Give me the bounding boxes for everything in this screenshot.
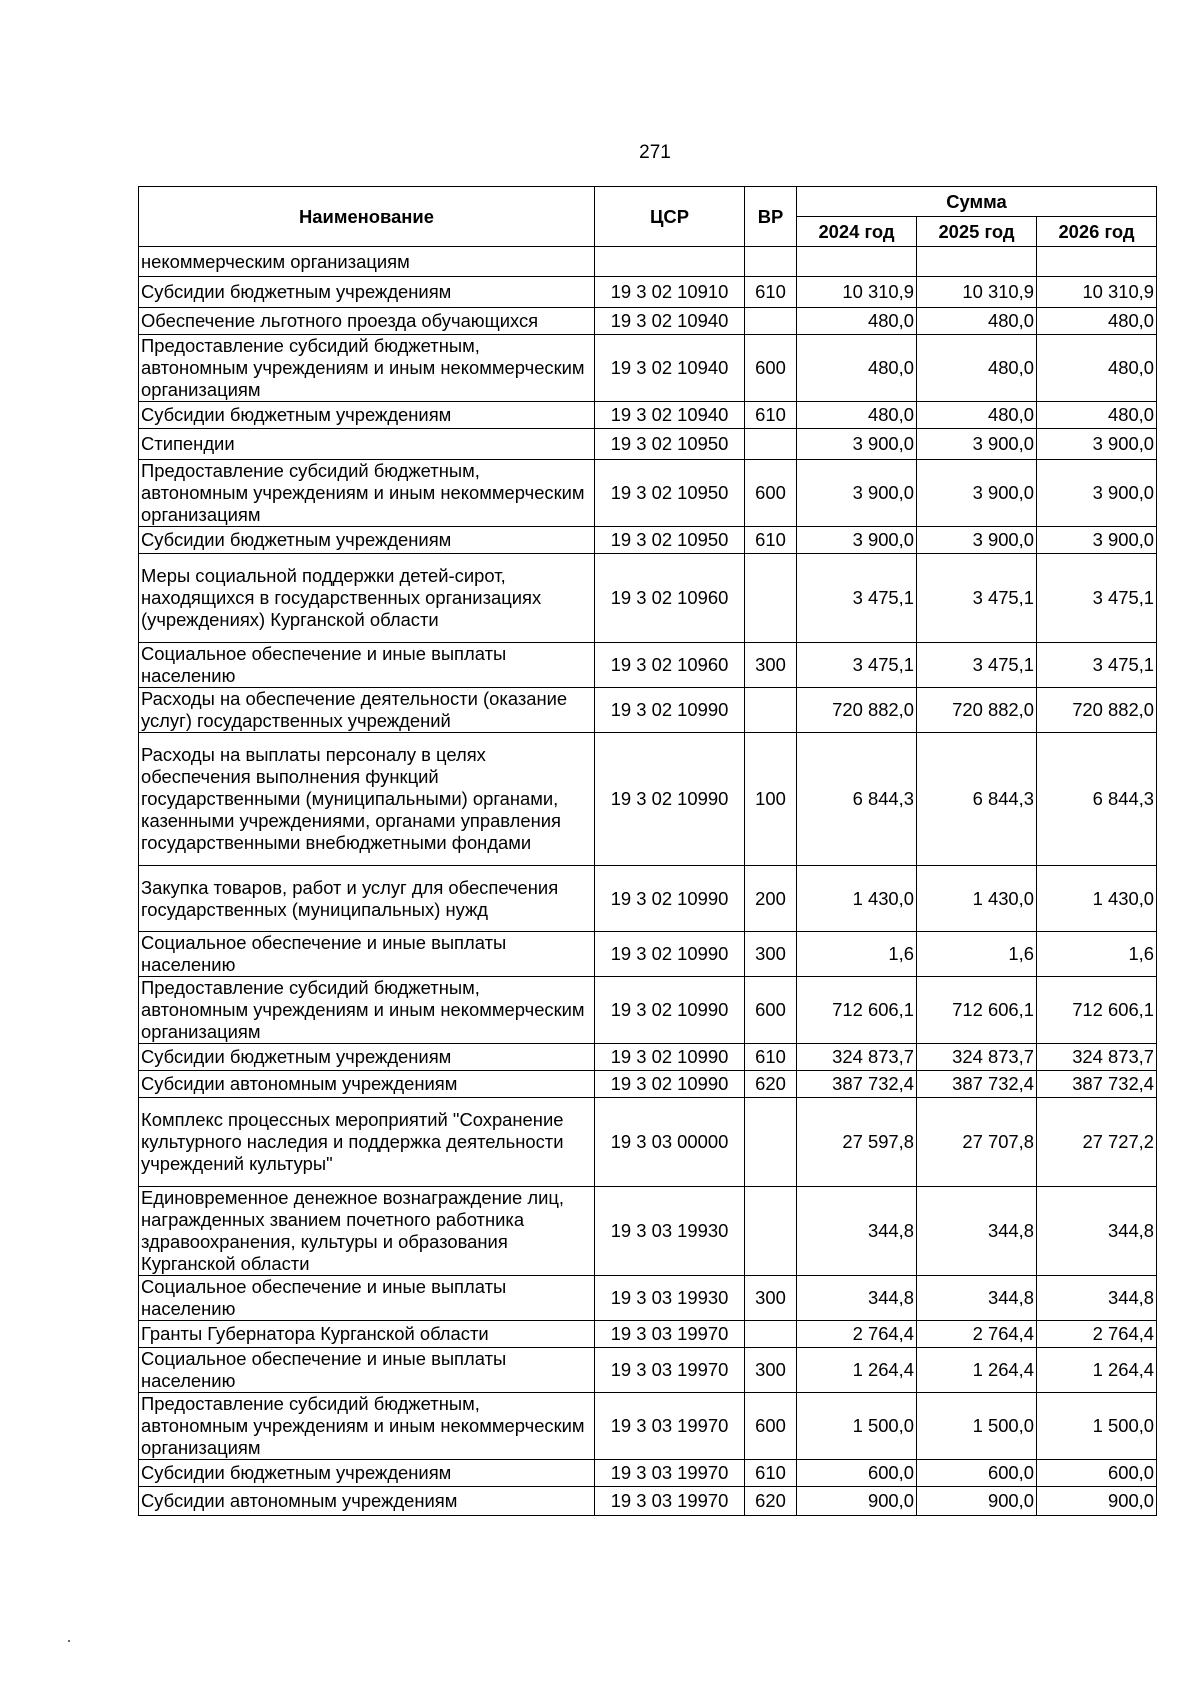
row-amount-2025: 1 264,4 <box>917 1348 1037 1393</box>
row-amount-2024: 6 844,3 <box>797 733 917 866</box>
row-vr: 600 <box>745 460 797 527</box>
row-amount-2026: 1 264,4 <box>1037 1348 1157 1393</box>
row-csr: 19 3 02 10990 <box>595 977 745 1044</box>
table-row <box>139 1321 1157 1348</box>
row-amount-2024: 3 475,1 <box>797 554 917 643</box>
header-sum: Сумма <box>797 187 1157 217</box>
row-name: Социальное обеспечение и иные выплаты населению <box>139 643 595 688</box>
table-row <box>139 1276 1157 1321</box>
row-amount-2026: 3 475,1 <box>1037 643 1157 688</box>
row-amount-2024: 3 900,0 <box>797 429 917 460</box>
row-amount-2024: 1 430,0 <box>797 866 917 932</box>
row-amount-2026: 3 900,0 <box>1037 460 1157 527</box>
row-vr: 620 <box>745 1071 797 1098</box>
row-amount-2025: 720 882,0 <box>917 688 1037 733</box>
row-vr: 610 <box>745 1460 797 1487</box>
table-row <box>139 643 1157 688</box>
row-name: Предоставление субсидий бюджетным, автономным учреждениям и иным некоммерческим организациям <box>139 460 595 527</box>
row-vr: 100 <box>745 733 797 866</box>
row-csr: 19 3 02 10950 <box>595 460 745 527</box>
scan-speck <box>68 1640 70 1642</box>
row-amount-2025: 1 430,0 <box>917 866 1037 932</box>
row-amount-2026: 600,0 <box>1037 1460 1157 1487</box>
row-csr: 19 3 03 19970 <box>595 1460 745 1487</box>
table-row <box>139 733 1157 866</box>
table-row <box>139 1071 1157 1098</box>
header-vr: ВР <box>745 187 797 247</box>
row-amount-2026: 387 732,4 <box>1037 1071 1157 1098</box>
row-name: Субсидии бюджетным учреждениям <box>139 1044 595 1071</box>
row-csr: 19 3 02 10990 <box>595 1071 745 1098</box>
row-amount-2024: 2 764,4 <box>797 1321 917 1348</box>
row-vr <box>745 1187 797 1276</box>
budget-table <box>138 186 1157 1516</box>
table-row <box>139 1487 1157 1516</box>
row-amount-2025: 480,0 <box>917 308 1037 335</box>
table-row <box>139 277 1157 308</box>
row-name: Социальное обеспечение и иные выплаты населению <box>139 932 595 977</box>
row-vr <box>745 554 797 643</box>
row-name: Субсидии бюджетным учреждениям <box>139 402 595 429</box>
row-amount-2025: 1 500,0 <box>917 1393 1037 1460</box>
row-csr: 19 3 03 19970 <box>595 1487 745 1516</box>
row-name: Социальное обеспечение и иные выплаты населению <box>139 1348 595 1393</box>
row-name: Гранты Губернатора Курганской области <box>139 1321 595 1348</box>
row-vr: 610 <box>745 402 797 429</box>
row-name: Предоставление субсидий бюджетным, автономным учреждениям и иным некоммерческим организациям <box>139 977 595 1044</box>
row-vr <box>745 1321 797 1348</box>
row-amount-2025: 3 475,1 <box>917 554 1037 643</box>
row-amount-2026: 3 900,0 <box>1037 429 1157 460</box>
row-csr: 19 3 03 00000 <box>595 1098 745 1187</box>
row-vr: 600 <box>745 1393 797 1460</box>
row-csr <box>595 247 745 277</box>
table-row <box>139 688 1157 733</box>
row-amount-2024: 27 597,8 <box>797 1098 917 1187</box>
header-2025: 2025 год <box>917 217 1037 247</box>
row-amount-2025: 3 900,0 <box>917 429 1037 460</box>
row-amount-2026: 1 500,0 <box>1037 1393 1157 1460</box>
row-amount-2025: 2 764,4 <box>917 1321 1037 1348</box>
row-csr: 19 3 02 10950 <box>595 527 745 554</box>
row-amount-2026: 10 310,9 <box>1037 277 1157 308</box>
row-amount-2025: 387 732,4 <box>917 1071 1037 1098</box>
table-row <box>139 527 1157 554</box>
row-vr: 620 <box>745 1487 797 1516</box>
row-amount-2026: 1 430,0 <box>1037 866 1157 932</box>
row-amount-2026: 344,8 <box>1037 1187 1157 1276</box>
row-vr <box>745 688 797 733</box>
row-csr: 19 3 02 10990 <box>595 932 745 977</box>
row-amount-2026: 480,0 <box>1037 308 1157 335</box>
row-csr: 19 3 02 10910 <box>595 277 745 308</box>
row-amount-2025: 10 310,9 <box>917 277 1037 308</box>
row-amount-2024: 1 264,4 <box>797 1348 917 1393</box>
row-name: Предоставление субсидий бюджетным, автономным учреждениям и иным некоммерческим организациям <box>139 1393 595 1460</box>
row-amount-2024: 900,0 <box>797 1487 917 1516</box>
row-vr: 200 <box>745 866 797 932</box>
row-vr: 300 <box>745 643 797 688</box>
row-vr: 610 <box>745 1044 797 1071</box>
row-amount-2025: 3 900,0 <box>917 460 1037 527</box>
row-csr: 19 3 03 19970 <box>595 1393 745 1460</box>
row-amount-2025: 712 606,1 <box>917 977 1037 1044</box>
row-amount-2024: 480,0 <box>797 402 917 429</box>
row-amount-2024: 3 475,1 <box>797 643 917 688</box>
table-body <box>139 247 1157 1516</box>
table-row <box>139 247 1157 277</box>
table-row <box>139 308 1157 335</box>
row-name: Стипендии <box>139 429 595 460</box>
row-amount-2026: 6 844,3 <box>1037 733 1157 866</box>
header-2026: 2026 год <box>1037 217 1157 247</box>
row-name: Единовременное денежное вознаграждение лиц, награжденных званием почетного работника здравоохранения, культуры и образования Курганской области <box>139 1187 595 1276</box>
row-amount-2025: 1,6 <box>917 932 1037 977</box>
row-amount-2026: 1,6 <box>1037 932 1157 977</box>
table-row <box>139 460 1157 527</box>
row-amount-2026: 3 475,1 <box>1037 554 1157 643</box>
header-csr: ЦСР <box>595 187 745 247</box>
row-csr: 19 3 02 10990 <box>595 688 745 733</box>
table-row <box>139 1187 1157 1276</box>
row-name: Расходы на выплаты персоналу в целях обеспечения выполнения функций государственными (муниципальными) органами, казенными учреждениями, органами управления государственными внебюджетными фондами <box>139 733 595 866</box>
table-row <box>139 932 1157 977</box>
row-amount-2026 <box>1037 247 1157 277</box>
row-csr: 19 3 02 10940 <box>595 308 745 335</box>
row-amount-2025: 324 873,7 <box>917 1044 1037 1071</box>
row-csr: 19 3 02 10940 <box>595 335 745 402</box>
row-amount-2024: 1,6 <box>797 932 917 977</box>
row-amount-2024: 1 500,0 <box>797 1393 917 1460</box>
row-amount-2024: 10 310,9 <box>797 277 917 308</box>
row-amount-2025: 480,0 <box>917 335 1037 402</box>
table-row <box>139 1393 1157 1460</box>
row-vr: 300 <box>745 932 797 977</box>
row-amount-2024: 344,8 <box>797 1187 917 1276</box>
row-csr: 19 3 03 19930 <box>595 1187 745 1276</box>
row-amount-2026: 3 900,0 <box>1037 527 1157 554</box>
row-amount-2026: 344,8 <box>1037 1276 1157 1321</box>
row-amount-2024: 600,0 <box>797 1460 917 1487</box>
row-name: Предоставление субсидий бюджетным, автономным учреждениям и иным некоммерческим организациям <box>139 335 595 402</box>
table-row <box>139 1098 1157 1187</box>
header-name: Наименование <box>139 187 595 247</box>
row-amount-2025: 3 475,1 <box>917 643 1037 688</box>
row-amount-2025: 3 900,0 <box>917 527 1037 554</box>
row-amount-2025: 600,0 <box>917 1460 1037 1487</box>
row-vr: 300 <box>745 1348 797 1393</box>
row-amount-2025: 900,0 <box>917 1487 1037 1516</box>
row-amount-2025: 27 707,8 <box>917 1098 1037 1187</box>
row-name: Субсидии бюджетным учреждениям <box>139 527 595 554</box>
table-row <box>139 977 1157 1044</box>
row-amount-2024: 344,8 <box>797 1276 917 1321</box>
row-vr <box>745 308 797 335</box>
row-name: Обеспечение льготного проезда обучающихся <box>139 308 595 335</box>
row-csr: 19 3 02 10940 <box>595 402 745 429</box>
row-vr: 610 <box>745 277 797 308</box>
row-amount-2024: 324 873,7 <box>797 1044 917 1071</box>
row-amount-2024: 712 606,1 <box>797 977 917 1044</box>
row-name: Субсидии бюджетным учреждениям <box>139 277 595 308</box>
row-csr: 19 3 03 19930 <box>595 1276 745 1321</box>
row-amount-2026: 2 764,4 <box>1037 1321 1157 1348</box>
row-name: Социальное обеспечение и иные выплаты населению <box>139 1276 595 1321</box>
table-row <box>139 554 1157 643</box>
row-vr <box>745 1098 797 1187</box>
row-csr: 19 3 02 10950 <box>595 429 745 460</box>
table-row <box>139 1460 1157 1487</box>
row-vr: 600 <box>745 977 797 1044</box>
table-row <box>139 1348 1157 1393</box>
row-vr: 610 <box>745 527 797 554</box>
row-name: Расходы на обеспечение деятельности (оказание услуг) государственных учреждений <box>139 688 595 733</box>
row-name: Субсидии автономным учреждениям <box>139 1071 595 1098</box>
row-csr: 19 3 02 10960 <box>595 554 745 643</box>
row-amount-2024: 480,0 <box>797 308 917 335</box>
row-amount-2026: 900,0 <box>1037 1487 1157 1516</box>
header-2024: 2024 год <box>797 217 917 247</box>
row-amount-2026: 27 727,2 <box>1037 1098 1157 1187</box>
row-csr: 19 3 03 19970 <box>595 1348 745 1393</box>
row-amount-2024 <box>797 247 917 277</box>
row-name: Закупка товаров, работ и услуг для обеспечения государственных (муниципальных) нужд <box>139 866 595 932</box>
page-number: 271 <box>639 142 671 163</box>
row-amount-2025: 6 844,3 <box>917 733 1037 866</box>
row-amount-2025 <box>917 247 1037 277</box>
row-csr: 19 3 02 10990 <box>595 866 745 932</box>
row-amount-2026: 480,0 <box>1037 335 1157 402</box>
row-amount-2026: 480,0 <box>1037 402 1157 429</box>
row-csr: 19 3 02 10990 <box>595 733 745 866</box>
row-csr: 19 3 03 19970 <box>595 1321 745 1348</box>
table-row <box>139 402 1157 429</box>
row-amount-2024: 3 900,0 <box>797 460 917 527</box>
row-amount-2026: 712 606,1 <box>1037 977 1157 1044</box>
row-amount-2025: 480,0 <box>917 402 1037 429</box>
row-name: Комплекс процессных мероприятий "Сохранение культурного наследия и поддержка деятельности учреждений культуры" <box>139 1098 595 1187</box>
row-name: Меры социальной поддержки детей-сирот, находящихся в государственных организациях (учреждениях) Курганской области <box>139 554 595 643</box>
table-row <box>139 335 1157 402</box>
table-row <box>139 429 1157 460</box>
row-amount-2024: 720 882,0 <box>797 688 917 733</box>
row-vr <box>745 247 797 277</box>
row-amount-2025: 344,8 <box>917 1187 1037 1276</box>
row-name: Субсидии бюджетным учреждениям <box>139 1460 595 1487</box>
table-row <box>139 1044 1157 1071</box>
row-vr: 300 <box>745 1276 797 1321</box>
row-vr <box>745 429 797 460</box>
row-amount-2024: 480,0 <box>797 335 917 402</box>
row-amount-2026: 720 882,0 <box>1037 688 1157 733</box>
row-name: некоммерческим организациям <box>139 247 595 277</box>
row-csr: 19 3 02 10960 <box>595 643 745 688</box>
row-amount-2025: 344,8 <box>917 1276 1037 1321</box>
table-row <box>139 866 1157 932</box>
row-csr: 19 3 02 10990 <box>595 1044 745 1071</box>
row-vr: 600 <box>745 335 797 402</box>
row-name: Субсидии автономным учреждениям <box>139 1487 595 1516</box>
row-amount-2024: 3 900,0 <box>797 527 917 554</box>
row-amount-2026: 324 873,7 <box>1037 1044 1157 1071</box>
row-amount-2024: 387 732,4 <box>797 1071 917 1098</box>
